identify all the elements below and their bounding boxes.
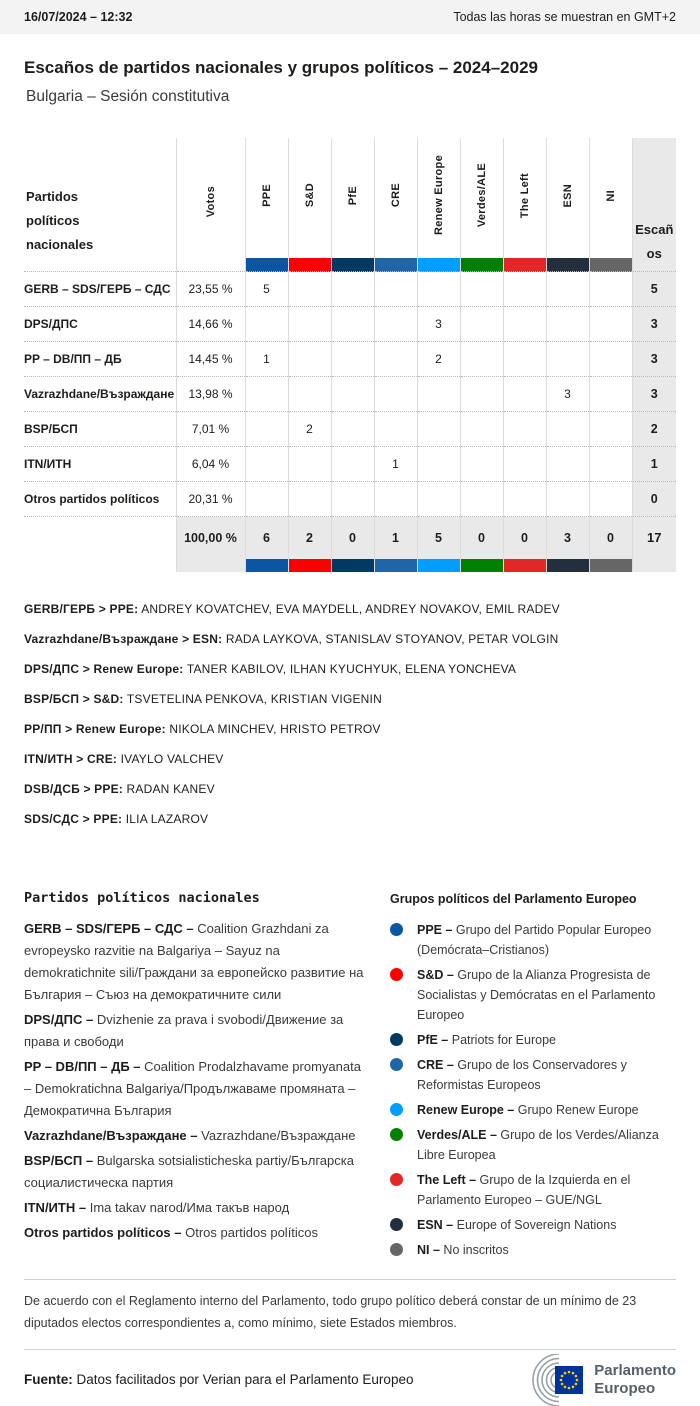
seat-count-cell: [417, 482, 460, 517]
national-party-abbr: PP – DB/ПП – ДБ –: [24, 1058, 141, 1074]
seat-count-cell: [546, 412, 589, 447]
group-legend-item: [390, 1215, 676, 1235]
seat-count-cell: [460, 377, 503, 412]
total-seats-cell: 1: [632, 447, 676, 482]
group-legend-text: [417, 1030, 556, 1050]
seat-count-cell: [331, 447, 374, 482]
group-abbr: NI –: [417, 1242, 440, 1257]
group-abbr: Renew Europe –: [417, 1102, 515, 1117]
group-total-cell: 0: [503, 517, 546, 559]
european-parliament-hemicycle-icon: [505, 1354, 585, 1406]
column-header-seats: Escaños: [632, 138, 676, 272]
footnote: De acuerdo con el Reglamento interno del Parlamento, todo grupo político deberá constar de un mínimo de 23 diputados electos correspondientes a, como mínimo, siete Estados miembros.: [24, 1293, 637, 1330]
seat-count-cell: 1: [374, 447, 417, 482]
group-color-dot: [390, 968, 403, 981]
seat-count-cell: [374, 412, 417, 447]
totals-row: [24, 517, 676, 559]
group-legend-item: [390, 1170, 676, 1210]
group-legend-text: [417, 1125, 676, 1165]
group-legend-item: [390, 920, 676, 960]
group-color-bar: [546, 258, 589, 272]
column-header-group: PfE: [331, 138, 374, 258]
divider: [24, 1279, 676, 1280]
column-header-group: CRE: [374, 138, 417, 258]
party-name-cell: Vazrazhdane/Възраждане: [24, 377, 176, 412]
group-color-bar: [331, 258, 374, 272]
mep-assignment-names: NIKOLA MINCHEV, HRISTO PETROV: [169, 721, 381, 736]
seat-count-cell: [546, 482, 589, 517]
national-party-description: Otros partidos políticos: [185, 1224, 319, 1240]
datetime-label: 16/07/2024 – 12:32: [24, 10, 133, 24]
seat-count-cell: [374, 377, 417, 412]
group-color-dot: [390, 1128, 403, 1141]
group-color-bar: [417, 258, 460, 272]
national-party-item: [24, 918, 368, 1006]
seat-count-cell: [503, 412, 546, 447]
group-color-bar: [374, 559, 417, 572]
column-header-group: NI: [589, 138, 632, 258]
mep-assignment-row: [24, 602, 676, 616]
seat-count-cell: [417, 447, 460, 482]
group-color-dot: [390, 1033, 403, 1046]
national-party-item: [24, 1056, 368, 1122]
seat-count-cell: [374, 307, 417, 342]
group-abbr: ESN –: [417, 1217, 454, 1232]
group-description: Grupo Renew Europe: [517, 1102, 639, 1117]
group-color-bar: [245, 258, 288, 272]
total-seats-cell: 3: [632, 342, 676, 377]
mep-assignment-label: DSB/ДСБ > PPE:: [24, 781, 123, 796]
timezone-note: Todas las horas se muestran en GMT+2: [453, 10, 676, 24]
groups-legend-items: [390, 920, 676, 1260]
source-text: Datos facilitados por Verian para el Parlamento Europeo: [76, 1372, 414, 1387]
seat-count-cell: [417, 377, 460, 412]
party-name-cell: DPS/ДПС: [24, 307, 176, 342]
seat-count-cell: 2: [288, 412, 331, 447]
group-color-bar: [245, 559, 288, 572]
seat-count-cell: 3: [417, 307, 460, 342]
mep-assignment-row: [24, 752, 676, 766]
source-line: [24, 1372, 413, 1387]
spacer-cell: [632, 559, 676, 572]
source-row: [24, 1354, 676, 1406]
seat-count-cell: [503, 482, 546, 517]
national-parties-legend: [24, 890, 368, 1265]
group-description: Grupo de los Verdes/Alianza Libre Europea: [417, 1127, 659, 1162]
national-party-abbr: BSP/БСП –: [24, 1152, 94, 1168]
ep-logo-text-line2: Europeo: [594, 1379, 656, 1397]
seat-count-cell: 2: [417, 342, 460, 377]
votes-cell: 13,98 %: [176, 377, 245, 412]
seat-count-cell: [288, 272, 331, 307]
group-color-dot: [390, 923, 403, 936]
seat-count-cell: [589, 447, 632, 482]
page-content: [0, 58, 700, 1406]
group-description: Grupo de la Alianza Progresista de Socialistas y Demócratas en el Parlamento Europeo: [417, 967, 656, 1022]
table-row: [24, 447, 676, 482]
group-abbr: The Left –: [417, 1172, 477, 1187]
mep-assignment-names: ANDREY KOVATCHEV, EVA MAYDELL, ANDREY NOVAKOV, EMIL RADEV: [141, 601, 560, 616]
table-header-row: [24, 138, 676, 258]
mep-assignment-row: [24, 632, 676, 646]
seat-count-cell: 1: [245, 342, 288, 377]
total-seats-cell: 0: [632, 482, 676, 517]
ep-logo-text: [594, 1362, 676, 1397]
spacer-cell: [176, 559, 245, 572]
groups-legend: [390, 890, 676, 1265]
seat-count-cell: [589, 272, 632, 307]
seat-count-cell: [374, 482, 417, 517]
group-color-dot: [390, 1243, 403, 1256]
divider: [24, 1349, 676, 1350]
seat-count-cell: [460, 272, 503, 307]
mep-assignment-names: ILIA LAZAROV: [125, 811, 209, 826]
national-party-item: [24, 1222, 368, 1244]
column-header-group: The Left: [503, 138, 546, 258]
group-color-bar: [589, 258, 632, 272]
national-party-description: Coalition Grazhdani za evropeysko razvitie na Balgariya – Sayuz na demokratichnite sili/Граждани за европейско развитие на България – Съюз на демократичните сили: [24, 920, 364, 1002]
group-total-cell: 1: [374, 517, 417, 559]
grand-total-cell: 17: [632, 517, 676, 559]
national-party-description: Ima takav narod/Има такъв народ: [89, 1199, 290, 1215]
seat-count-cell: [460, 447, 503, 482]
table-row: [24, 342, 676, 377]
legend-section: [24, 890, 676, 1265]
seat-count-cell: [374, 272, 417, 307]
table-row: [24, 307, 676, 342]
group-legend-text: [417, 965, 676, 1025]
table-row: [24, 377, 676, 412]
group-description: Patriots for Europe: [451, 1032, 556, 1047]
group-description: Grupo de la Izquierda en el Parlamento Europeo – GUE/NGL: [417, 1172, 631, 1207]
topbar: [0, 0, 700, 34]
seat-count-cell: [460, 482, 503, 517]
group-legend-item: [390, 1125, 676, 1165]
mep-assignment-label: BSP/БСП > S&D:: [24, 691, 124, 706]
seat-count-cell: [503, 377, 546, 412]
group-abbr: S&D –: [417, 967, 454, 982]
mep-assignment-row: [24, 692, 676, 706]
group-total-cell: 3: [546, 517, 589, 559]
mep-assignment-names: RADAN KANEV: [126, 781, 215, 796]
seat-count-cell: [546, 272, 589, 307]
total-seats-cell: 3: [632, 377, 676, 412]
group-total-cell: 6: [245, 517, 288, 559]
votes-cell: 20,31 %: [176, 482, 245, 517]
seat-count-cell: [503, 447, 546, 482]
groups-legend-heading: Grupos políticos del Parlamento Europeo: [390, 891, 637, 906]
mep-assignment-names: TSVETELINA PENKOVA, KRISTIAN VIGENIN: [126, 691, 382, 706]
group-color-dot: [390, 1173, 403, 1186]
national-party-item: [24, 1125, 368, 1147]
mep-assignments-list: [24, 602, 676, 826]
group-total-cell: 0: [589, 517, 632, 559]
seat-count-cell: [288, 307, 331, 342]
mep-assignment-names: IVAYLO VALCHEV: [120, 751, 224, 766]
votes-total-cell: 100,00 %: [176, 517, 245, 559]
table-row: [24, 482, 676, 517]
column-header-group: Verdes/ALE: [460, 138, 503, 258]
seat-count-cell: [331, 482, 374, 517]
total-seats-cell: 3: [632, 307, 676, 342]
group-legend-text: [417, 1100, 639, 1120]
group-description: Grupo del Partido Popular Europeo (Demócrata–Cristianos): [417, 922, 652, 957]
seat-count-cell: [245, 412, 288, 447]
group-abbr: PfE –: [417, 1032, 449, 1047]
national-party-abbr: ITN/ИТН –: [24, 1199, 87, 1215]
group-color-bar: [331, 559, 374, 572]
seat-count-cell: [331, 377, 374, 412]
group-color-bar: [460, 559, 503, 572]
seat-count-cell: [589, 377, 632, 412]
group-legend-text: [417, 1055, 676, 1095]
mep-assignment-row: [24, 812, 676, 826]
source-label: Fuente:: [24, 1372, 73, 1387]
group-legend-item: [390, 1055, 676, 1095]
seat-count-cell: [245, 307, 288, 342]
national-parties-items: [24, 918, 368, 1244]
page-title: Escaños de partidos nacionales y grupos políticos – 2024–2029: [24, 58, 538, 77]
group-legend-text: [417, 1240, 509, 1260]
group-abbr: CRE –: [417, 1057, 454, 1072]
votes-cell: 23,55 %: [176, 272, 245, 307]
mep-assignment-label: SDS/СДС > PPE:: [24, 811, 123, 826]
group-legend-item: [390, 1030, 676, 1050]
mep-assignment-names: TANER KABILOV, ILHAN KYUCHYUK, ELENA YONCHEVA: [186, 661, 517, 676]
mep-assignment-label: DPS/ДПС > Renew Europe:: [24, 661, 184, 676]
group-total-cell: 5: [417, 517, 460, 559]
seat-count-cell: 3: [546, 377, 589, 412]
seat-count-cell: [288, 342, 331, 377]
seat-count-cell: [245, 482, 288, 517]
column-header-group: Renew Europe: [417, 138, 460, 258]
seat-count-cell: [245, 447, 288, 482]
national-party-description: Dvizhenie za prava i svobodi/Движение за права и свободи: [24, 1011, 344, 1049]
seat-count-cell: [546, 447, 589, 482]
party-name-cell: PP – DB/ПП – ДБ: [24, 342, 176, 377]
page-subtitle: Bulgaria – Sesión constitutiva: [26, 88, 230, 105]
column-header-group: PPE: [245, 138, 288, 258]
mep-assignment-row: [24, 662, 676, 676]
mep-assignment-label: Vazrazhdane/Възраждане > ESN:: [24, 631, 223, 646]
group-color-bar: [288, 559, 331, 572]
national-party-item: [24, 1009, 368, 1053]
seat-count-cell: [589, 482, 632, 517]
table-row: [24, 412, 676, 447]
group-color-bar: [417, 559, 460, 572]
seat-count-cell: [460, 342, 503, 377]
group-color-bar-row-bottom: [24, 559, 676, 572]
seat-count-cell: [331, 342, 374, 377]
ep-logo-text-line1: Parlamento: [594, 1362, 676, 1380]
party-name-cell: BSP/БСП: [24, 412, 176, 447]
total-seats-cell: 2: [632, 412, 676, 447]
group-total-cell: 0: [331, 517, 374, 559]
seat-count-cell: 5: [245, 272, 288, 307]
seat-count-cell: [503, 307, 546, 342]
seat-count-cell: [589, 342, 632, 377]
group-color-bar: [503, 559, 546, 572]
seats-table: [24, 138, 676, 572]
national-party-description: Bulgarska sotsialisticheska partiy/Българска социалистическа партия: [24, 1152, 354, 1190]
group-description: Europe of Sovereign Nations: [456, 1217, 617, 1232]
mep-assignment-label: РР/ПП > Renew Europe:: [24, 721, 166, 736]
seat-count-cell: [503, 272, 546, 307]
seat-count-cell: [288, 447, 331, 482]
seat-count-cell: [331, 272, 374, 307]
national-party-abbr: Otros partidos políticos –: [24, 1224, 182, 1240]
votes-cell: 6,04 %: [176, 447, 245, 482]
party-name-cell: GERB – SDS/ГЕРБ – СДС: [24, 272, 176, 307]
seat-count-cell: [288, 482, 331, 517]
group-legend-item: [390, 965, 676, 1025]
seat-count-cell: [374, 342, 417, 377]
seat-count-cell: [589, 307, 632, 342]
votes-cell: 14,66 %: [176, 307, 245, 342]
table-row: [24, 272, 676, 307]
party-name-cell: ITN/ИТН: [24, 447, 176, 482]
column-header-group: S&D: [288, 138, 331, 258]
seat-count-cell: [331, 307, 374, 342]
national-party-abbr: GERB – SDS/ГЕРБ – СДС –: [24, 920, 194, 936]
national-party-description: Vazrazhdane/Възраждане: [201, 1127, 356, 1143]
national-party-abbr: Vazrazhdane/Възраждане –: [24, 1127, 198, 1143]
mep-assignment-label: GERB/ГЕРБ > PPE:: [24, 601, 139, 616]
group-color-dot: [390, 1218, 403, 1231]
seat-count-cell: [460, 412, 503, 447]
group-legend-text: [417, 1215, 616, 1235]
ep-logo: [505, 1354, 676, 1406]
mep-assignment-row: [24, 722, 676, 736]
group-color-bar: [503, 258, 546, 272]
empty-cell: [24, 559, 176, 572]
group-color-bar: [546, 559, 589, 572]
seat-count-cell: [546, 342, 589, 377]
national-party-item: [24, 1197, 368, 1219]
seat-count-cell: [417, 272, 460, 307]
group-color-dot: [390, 1103, 403, 1116]
group-abbr: PPE –: [417, 922, 453, 937]
seat-count-cell: [245, 377, 288, 412]
group-color-bar: [288, 258, 331, 272]
seat-count-cell: [546, 307, 589, 342]
party-name-cell: Otros partidos políticos: [24, 482, 176, 517]
seat-count-cell: [331, 412, 374, 447]
votes-cell: 7,01 %: [176, 412, 245, 447]
group-abbr: Verdes/ALE –: [417, 1127, 497, 1142]
group-color-bar: [460, 258, 503, 272]
national-party-abbr: DPS/ДПС –: [24, 1011, 94, 1027]
group-total-cell: 2: [288, 517, 331, 559]
group-description: No inscritos: [443, 1242, 509, 1257]
group-legend-item: [390, 1240, 676, 1260]
group-color-bar: [589, 559, 632, 572]
group-legend-text: [417, 1170, 676, 1210]
national-party-description: Coalition Prodalzhavame promyanata – Demokratichna Balgariya/Продължаваме промяната – Демократична България: [24, 1058, 361, 1118]
seat-count-cell: [503, 342, 546, 377]
seat-count-cell: [288, 377, 331, 412]
mep-assignment-row: [24, 782, 676, 796]
group-legend-text: [417, 920, 676, 960]
group-color-dot: [390, 1058, 403, 1071]
seat-count-cell: [417, 412, 460, 447]
column-header-votes: Votos: [176, 138, 245, 272]
national-party-item: [24, 1150, 368, 1194]
column-header-group: ESN: [546, 138, 589, 258]
column-header-parties: Partidos políticos nacionales: [24, 138, 176, 272]
total-seats-cell: 5: [632, 272, 676, 307]
seat-count-cell: [460, 307, 503, 342]
national-parties-heading: Partidos políticos nacionales: [24, 889, 260, 906]
group-color-bar: [374, 258, 417, 272]
seat-count-cell: [589, 412, 632, 447]
group-total-cell: 0: [460, 517, 503, 559]
votes-cell: 14,45 %: [176, 342, 245, 377]
mep-assignment-label: ITN/ИТН > CRE:: [24, 751, 118, 766]
empty-cell: [24, 517, 176, 559]
group-legend-item: [390, 1100, 676, 1120]
group-description: Grupo de los Conservadores y Reformistas Europeos: [417, 1057, 627, 1092]
mep-assignment-names: RADA LAYKOVA, STANISLAV STOYANOV, PETAR VOLGIN: [225, 631, 559, 646]
